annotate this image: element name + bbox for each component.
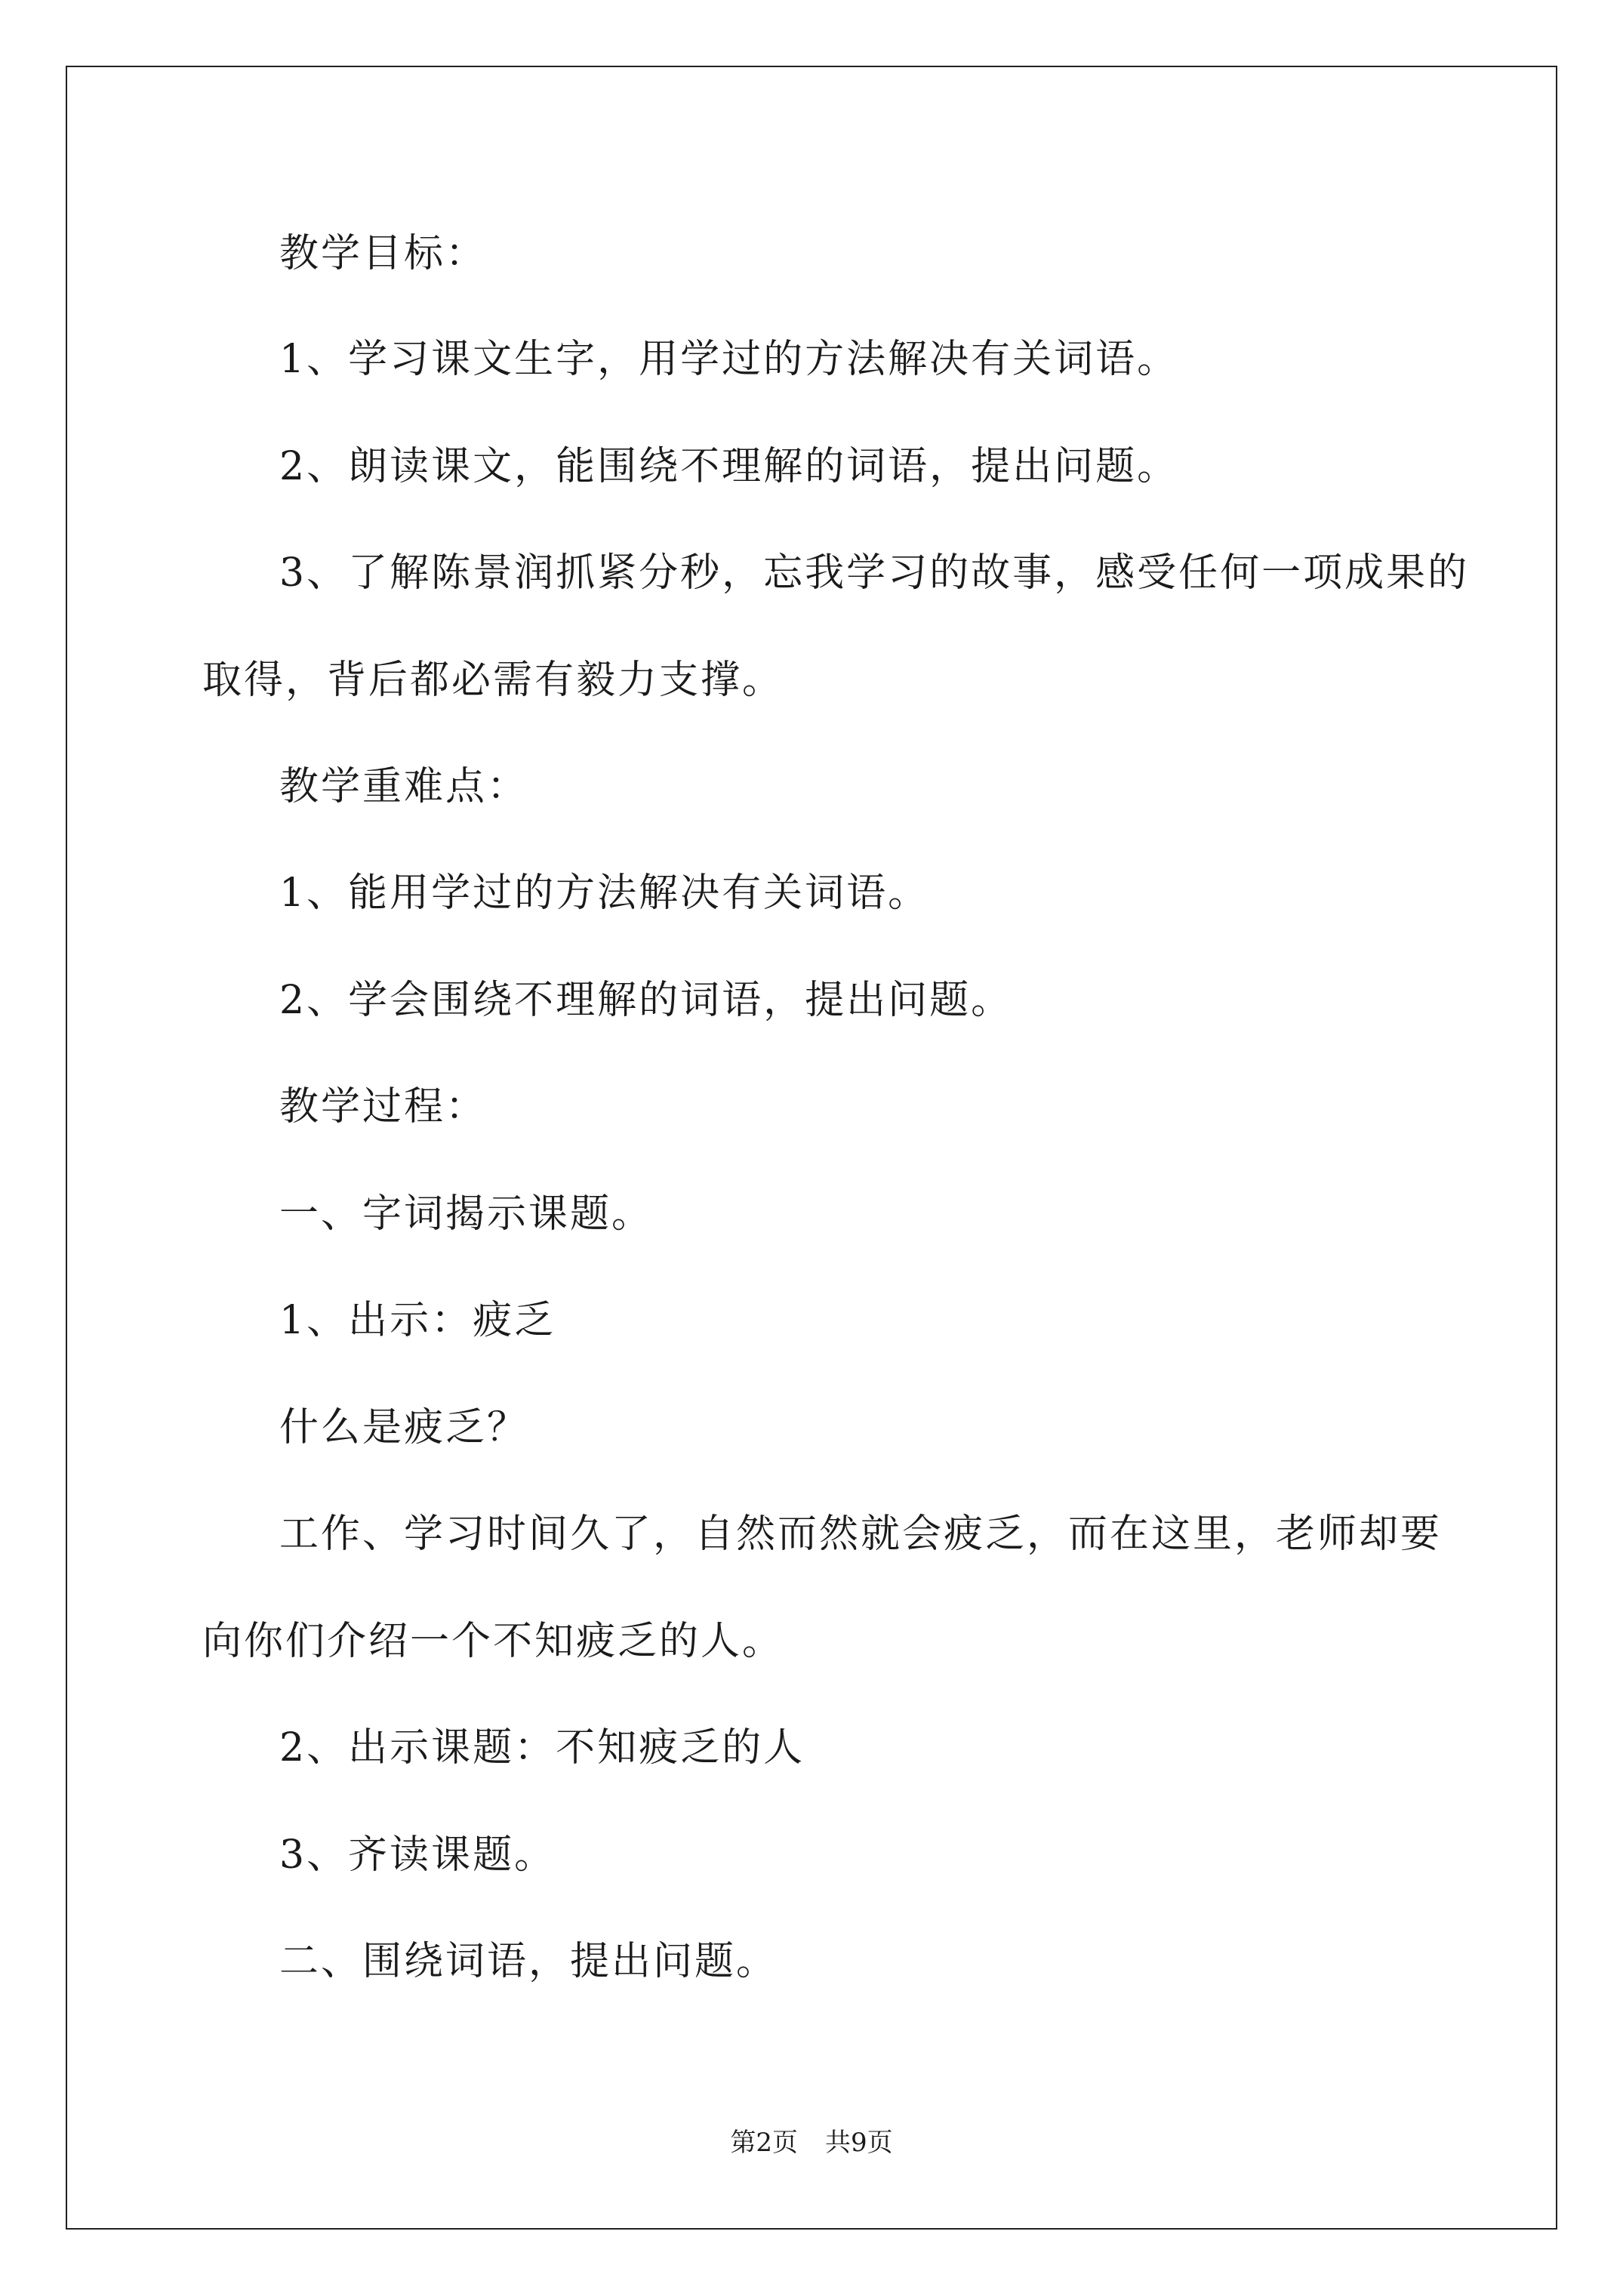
paragraph-line: 一、字词揭示课题。	[279, 1191, 654, 1237]
paragraph-line: 2、朗读课文，能围绕不理解的词语，提出问题。	[279, 444, 1179, 489]
heading-process: 教学过程：	[279, 1084, 488, 1130]
heading-key-points: 教学重难点：	[279, 764, 529, 809]
paragraph-line: 二、围绕词语，提出问题。	[279, 1939, 778, 1984]
page-footer	[0, 2128, 1623, 2158]
paragraph-line: 1、能用学过的方法解决有关词语。	[279, 871, 930, 916]
paragraph-line: 2、出示课题：不知疲乏的人	[279, 1725, 805, 1771]
paragraph-line: 1、出示：疲乏	[279, 1298, 556, 1343]
paragraph-line: 什么是疲乏？	[279, 1405, 529, 1450]
paragraph-line: 工作、学习时间久了，自然而然就会疲乏，而在这里，老师却要	[279, 1512, 1443, 1557]
paragraph-line-continued: 向你们介绍一个不知疲乏的人。	[202, 1619, 784, 1664]
paragraph-line: 1、学习课文生字，用学过的方法解决有关词语。	[279, 337, 1179, 382]
paragraph-line: 3、齐读课题。	[279, 1832, 556, 1878]
page-number-total: 共9页	[825, 2128, 893, 2158]
page-number-current: 第2页	[730, 2128, 798, 2158]
heading-objectives: 教学目标：	[279, 231, 488, 276]
paragraph-line: 2、学会围绕不理解的词语，提出问题。	[279, 978, 1013, 1023]
page-border	[66, 66, 1557, 2230]
paragraph-line-continued: 取得，背后都必需有毅力支撑。	[202, 658, 784, 703]
paragraph-line: 3、了解陈景润抓紧分秒，忘我学习的故事，感受任何一项成果的	[279, 550, 1470, 596]
